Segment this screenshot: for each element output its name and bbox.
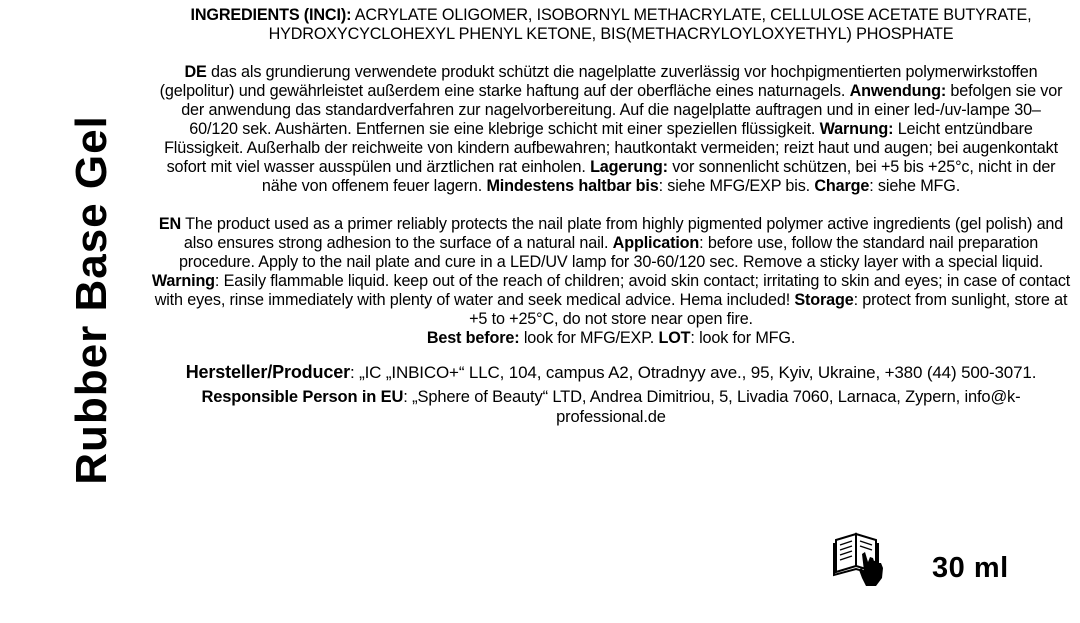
de-paragraph [150, 63, 1072, 196]
eu-person-paragraph [150, 387, 1072, 427]
de-storage-text: vor sonnenlicht schützen, bei +5 bis +25°c, nicht in der nähe von offenem feuer lagern. [261, 158, 1056, 195]
en-lang-label: EN [158, 215, 182, 233]
en-lot-text: : look for MFG. [690, 329, 796, 347]
de-intro: das als grundierung verwendete produkt schützt die nagelplatte zuverlässig vor hochpigmentierten polymerwirkstoffen (gelpolitur) und gewährleistet außerdem eine starke haftung auf der oberfläche eines naturnagels. [159, 63, 1038, 100]
en-paragraph [150, 215, 1072, 348]
en-lot-label: LOT [658, 329, 691, 347]
de-batch-text: : siehe MFG. [869, 177, 961, 195]
en-warning-label: Warning [151, 272, 215, 290]
product-name-vertical [52, 60, 132, 540]
en-storage-label: Storage [794, 291, 854, 309]
en-storage-text: : protect from sunlight, store at +5 to +25°C, do not store near open fire. [469, 291, 1068, 328]
de-application-label: Anwendung: [849, 82, 947, 100]
volume-label: 30 ml [932, 552, 1009, 584]
eu-person-text: : „Sphere of Beauty“ LTD, Andrea Dimitriou, 5, Livadia 7060, Larnaca, Zypern, info@k-professional.de [403, 388, 1021, 426]
read-instructions-icon [832, 530, 884, 590]
producer-paragraph [150, 362, 1072, 383]
ingredients-text: ACRYLATE OLIGOMER, ISOBORNYL METHACRYLATE, CELLULOSE ACETATE BUTYRATE, HYDROXYCYCLOHEXYL PHENYL KETONE, BIS(METHACRYLOYLOXYETHYL) PHOSPHATE [268, 6, 1032, 43]
label-text-block [150, 6, 1072, 427]
de-best-before-text: : siehe MFG/EXP bis. [658, 177, 815, 195]
ingredients-paragraph [150, 6, 1072, 44]
en-best-before-text: look for MFG/EXP. [519, 329, 659, 347]
de-storage-label: Lagerung: [590, 158, 668, 176]
eu-person-label: Responsible Person in EU [201, 388, 404, 406]
en-warning-text: : Easily flammable liquid. keep out of the reach of children; avoid skin contact; irritating to skin and eyes; in case of contact with eyes, rinse immediately with plenty of water and seek medical advice. Hema included! [154, 272, 1071, 309]
ingredients-label: INGREDIENTS (INCI): [190, 6, 352, 24]
en-application-label: Application [612, 234, 700, 252]
de-lang-label: DE [184, 63, 207, 81]
de-warning-text: Leicht entzündbare Flüssigkeit. Außerhalb der reichweite von kindern aufbewahren; hautkontakt vermeiden; reizt haut und augen; bei augenkontakt sofort mit viel wasser ausspülen und ärztlichen rat einholen. [164, 120, 1058, 176]
en-application-text: : before use, follow the standard nail preparation procedure. Apply to the nail plate and cure in a LED/UV lamp for 30-60/120 sec. Remove a sticky layer with a special liquid. [178, 234, 1044, 271]
en-best-before-label: Best before: [426, 329, 520, 347]
en-intro: The product used as a primer reliably protects the nail plate from highly pigmented polymer active ingredients (gel polish) and also ensures strong adhesion to the surface of a natural nail. [181, 215, 1064, 252]
product-name: Rubber Base Gel [67, 115, 116, 485]
producer-text: : „IC „INBICO+“ LLC, 104, campus A2, Otradnyy ave., 95, Kyiv, Ukraine, +380 (44) 500-3071. [349, 363, 1037, 382]
de-batch-label: Charge [814, 177, 870, 195]
de-best-before-label: Mindestens haltbar bis [486, 177, 659, 195]
producer-label: Hersteller/Producer [185, 362, 350, 382]
de-warning-label: Warnung: [819, 120, 894, 138]
de-application-text: befolgen sie vor der anwendung das standardverfahren zur nagelvorbereitung. Auf die nagelplatte auftragen und in einer led-/uv-lampe 30–60/120 sek. Aushärten. Entfernen sie eine klebrige schicht mit einer speziellen flüssigkeit. [181, 82, 1063, 138]
